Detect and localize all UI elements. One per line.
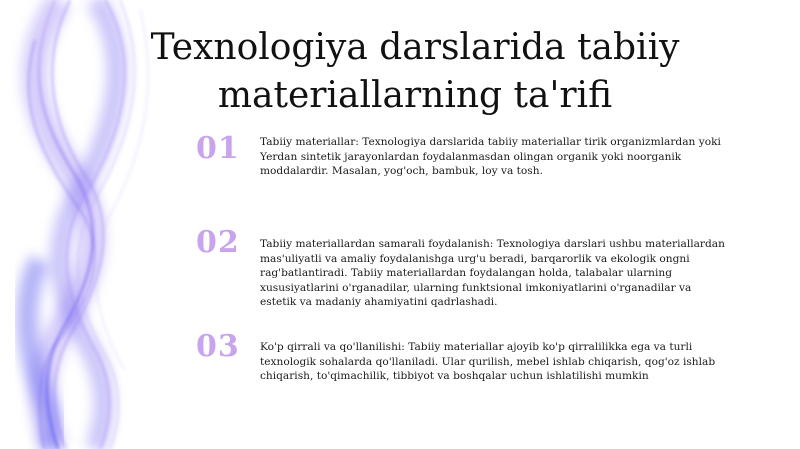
slide-title: Texnologiya darslarida tabiiy materiallarning ta'rifi [150, 27, 680, 116]
item-text: Tabiiy materiallardan samarali foydalanish: Texnologiya darslari ushbu materiallardan mas'uliyatli va amaliy foydalanishga urg'u beradi, barqarorlik va ekologik ongni rag'batlantiradi. Tabiiy materiallardan foydalangan holda, talabalar ularning xususiyatlarini o'rganadilar, ularning funktsional imkoniyatlarini o'rganadilar va estetik va madaniy ahamiyatini qadrlashadi. [260, 238, 725, 309]
item-number: 03 [196, 329, 240, 364]
item-text: Ko'p qirrali va qo'llanilishi: Tabiiy materiallar ajoyib ko'p qirralilikka ega va turli texnologik sohalarda qo'llaniladi. Ular qurilish, mebel ishlab chiqarish, qog'oz ishlab chiqarish, to'qimachilik, tibbiyot va boshqalar uchun ishlatilishi mumkin [260, 341, 716, 383]
item-number: 02 [196, 225, 240, 260]
item-number: 01 [196, 131, 240, 166]
item-text: Tabiiy materiallar: Texnologiya darslarida tabiiy materiallar tirik organizmlardan yoki Yerdan sintetik jarayonlardan foydalanmasdan olingan organik yoki noorganik moddalardir. Masalan, yog'och, bambuk, loy va tosh. [260, 136, 721, 178]
